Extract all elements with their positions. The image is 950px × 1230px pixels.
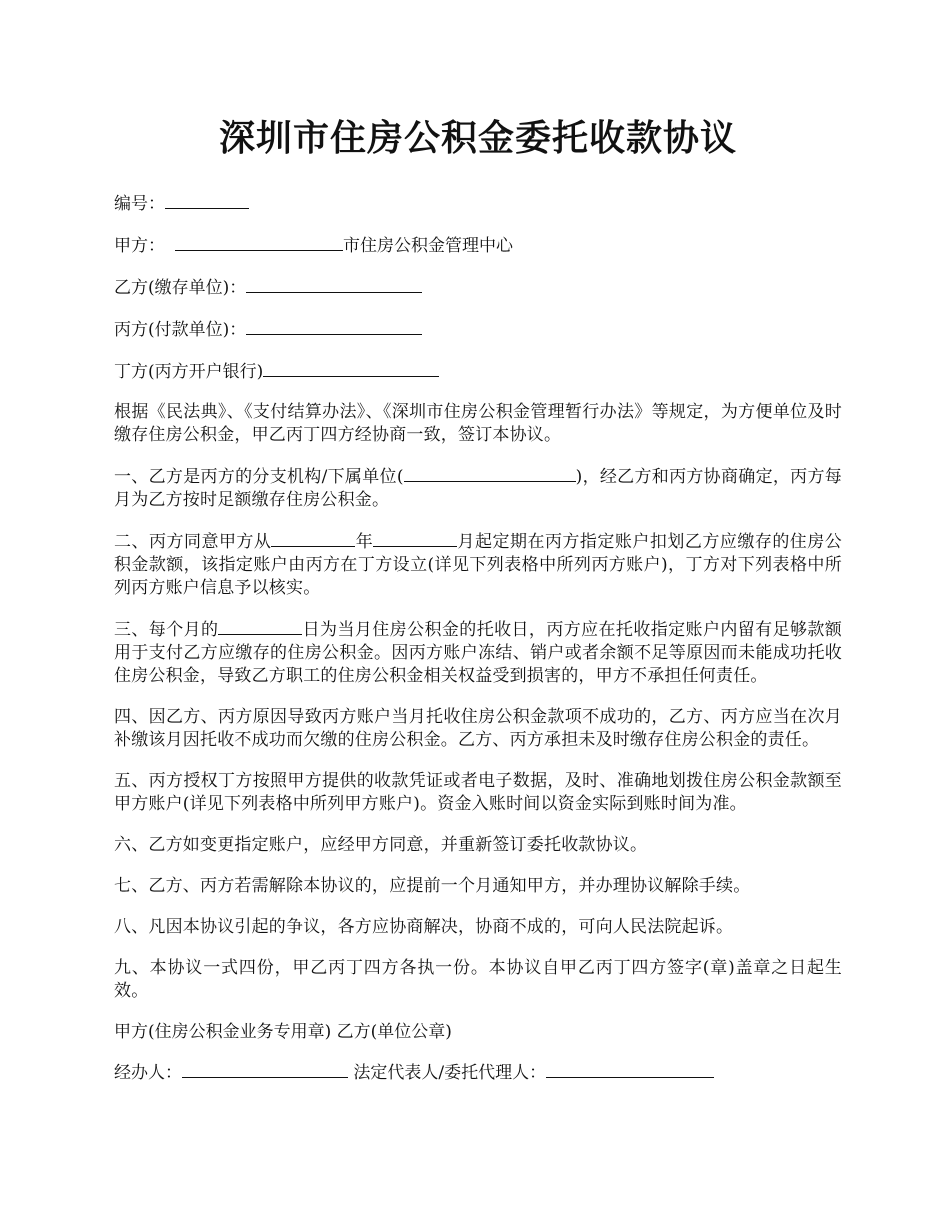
- number-label: 编号：: [114, 194, 165, 214]
- rep-blank: [546, 1061, 714, 1078]
- clause-2-text-a: 二、丙方同意甲方从: [114, 532, 272, 552]
- clause-6: 六、乙方如变更指定账户，应经甲方同意，并重新签订委托收款协议。: [114, 835, 648, 855]
- clause-1-text-a: 一、乙方是丙方的分支机构/下属单位(: [114, 467, 404, 487]
- party-d-field: [114, 360, 842, 383]
- clause-3-text-a: 三、每个月的: [114, 620, 219, 640]
- clause-2-year-blank: [271, 530, 355, 547]
- handler-blank: [182, 1061, 348, 1078]
- clause-1-text-b: )，经乙方和丙方协商确定，丙方每月为乙方按时足额缴存住房公积金。: [114, 467, 842, 510]
- party-b-field: [114, 276, 842, 299]
- clause-4: 四、因乙方、丙方原因导致丙方账户当月托收住房公积金款项不成功的，乙方、丙方应当在次月补缴该月因托收不成功而欠缴的住房公积金。乙方、丙方承担未及时缴存住房公积金的责任。: [114, 707, 842, 750]
- clause-5: 五、丙方授权丁方按照甲方提供的收款凭证或者电子数据，及时、准确地划拨住房公积金款额至甲方账户(详见下列表格中所列甲方账户)。资金入账时间以资金实际到账时间为准。: [114, 771, 842, 814]
- clause-7: 七、乙方、丙方若需解除本协议的，应提前一个月通知甲方，并办理协议解除手续。: [114, 876, 751, 896]
- clause-1-blank: [404, 465, 576, 482]
- party-b-blank: [246, 276, 422, 293]
- document-page: [114, 0, 842, 1084]
- clause-2-text-c: 月起定期在丙方指定账户扣划乙方应缴存的住房公积金款额，该指定账户由丙方在丁方设立(详见下列表格中所列丙方账户)，丁方对下列表格中所列丙方账户信息予以核实。: [114, 532, 842, 598]
- clause-2-month-blank: [373, 530, 457, 547]
- party-a-label: 甲方：: [114, 236, 165, 256]
- party-c-field: [114, 318, 842, 341]
- clause-3-text-b: 日为当月住房公积金的托收日，丙方应在托收指定账户内留有足够款额用于支付乙方应缴存的住房公积金。因丙方账户冻结、销户或者余额不足等原因而未能成功托收住房公积金，导致乙方职工的住房公积金相关权益受到损害的，甲方不承担任何责任。: [114, 620, 842, 686]
- document-title: 深圳市住房公积金委托收款协议: [218, 117, 737, 159]
- clause-1: [114, 465, 842, 512]
- clause-9: 九、本协议一式四份，甲乙丙丁四方各执一份。本协议自甲乙丙丁四方签字(章)盖章之日起生效。: [114, 958, 842, 1001]
- number-blank: [165, 192, 249, 209]
- clause-2-text-b: 年: [355, 532, 374, 552]
- handler-label: 经办人：: [114, 1063, 182, 1083]
- clause-3-day-blank: [218, 618, 302, 635]
- clause-3: [114, 618, 842, 688]
- clause-8: 八、凡因本协议引起的争议，各方应协商解决，协商不成的，可向人民法院起诉。: [114, 917, 734, 937]
- party-c-label: 丙方(付款单位)：: [114, 320, 247, 340]
- party-d-label: 丁方(丙方开户银行): [114, 362, 264, 382]
- party-a-suffix: 市住房公积金管理中心: [343, 236, 513, 256]
- party-d-blank: [263, 360, 439, 377]
- party-b-label: 乙方(缴存单位)：: [114, 278, 247, 298]
- rep-label: 法定代表人/委托代理人：: [348, 1063, 547, 1083]
- party-a-blank: [175, 234, 343, 251]
- party-c-blank: [246, 318, 422, 335]
- intro-paragraph: 根据《民法典》、《支付结算办法》、《深圳市住房公积金管理暂行办法》等规定，为方便单位及时缴存住房公积金，甲乙丙丁四方经协商一致，签订本协议。: [114, 402, 842, 445]
- number-field: [114, 192, 842, 215]
- party-a-field: [114, 234, 842, 257]
- clause-2: [114, 530, 842, 600]
- seal-line: 甲方(住房公积金业务专用章) 乙方(单位公章): [114, 1022, 452, 1042]
- signature-line: [114, 1061, 842, 1084]
